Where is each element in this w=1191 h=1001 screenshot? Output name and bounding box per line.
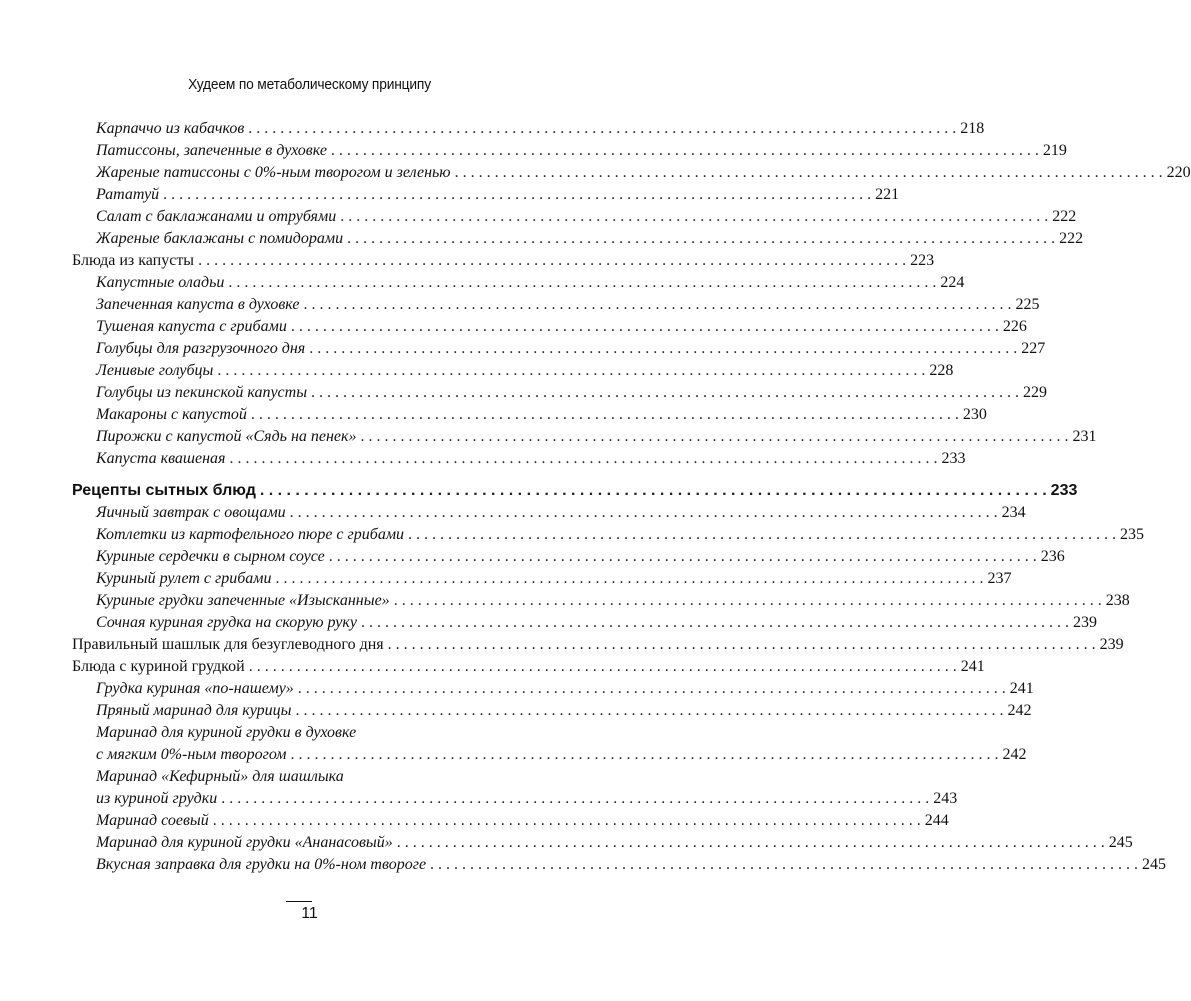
toc-entry-page: 230 xyxy=(962,406,987,423)
toc-entry-page: 245 xyxy=(1142,856,1167,873)
toc-entry-title: Сочная куриная грудка на скорую руку xyxy=(96,614,357,631)
toc-entry-title: Пряный маринад для курицы xyxy=(96,702,292,719)
toc-entry-page: 243 xyxy=(933,790,958,807)
toc-entry-page: 228 xyxy=(929,362,954,379)
toc-entry-title: Жареные баклажаны с помидорами xyxy=(96,230,344,247)
toc-entry-page: 239 xyxy=(1099,636,1124,653)
toc-entry[interactable] xyxy=(72,205,1077,227)
toc-entry-page: 219 xyxy=(1042,142,1067,159)
dot-leader xyxy=(408,525,1116,545)
toc-entry[interactable] xyxy=(72,117,985,139)
dot-leader xyxy=(331,141,1039,161)
toc-entry-page: 229 xyxy=(1023,384,1048,401)
table-of-contents xyxy=(72,117,1191,875)
toc-entry[interactable] xyxy=(72,831,1133,853)
dot-leader xyxy=(340,207,1048,227)
dot-leader xyxy=(213,811,921,831)
toc-entry-title: Патиссоны, запеченные в духовке xyxy=(96,142,327,159)
toc-entry-title: Запеченная капуста в духовке xyxy=(96,296,300,313)
toc-entry-title: Рецепты сытных блюд xyxy=(72,482,256,499)
dot-leader xyxy=(303,295,1011,315)
toc-entry[interactable] xyxy=(72,633,1124,655)
toc-entry[interactable] xyxy=(72,567,1012,589)
toc-entry-title: Рататуй xyxy=(96,186,160,203)
toc-entry[interactable] xyxy=(72,161,1191,183)
toc-entry-page: 242 xyxy=(1007,702,1032,719)
dot-leader xyxy=(251,405,959,425)
toc-entry-title: Тушеная капуста с грибами xyxy=(96,318,287,335)
toc-entry[interactable] xyxy=(72,381,1048,403)
toc-entry-title: Котлетки из картофельного пюре с грибами xyxy=(96,526,405,543)
toc-entry[interactable] xyxy=(72,425,1097,447)
toc-entry-title: Маринад соевый xyxy=(96,812,209,829)
toc-entry-page: 221 xyxy=(875,186,900,203)
page-number: 11 xyxy=(301,905,318,922)
toc-entry[interactable] xyxy=(72,249,935,271)
toc-entry[interactable] xyxy=(72,853,1167,875)
toc-entry-title: Макароны с капустой xyxy=(96,406,247,423)
toc-entry-title: Яичный завтрак с овощами xyxy=(96,504,286,521)
toc-entry-page: 233 xyxy=(941,450,966,467)
running-head: Худеем по метаболическому принципу xyxy=(188,76,431,93)
toc-entry[interactable] xyxy=(72,721,514,743)
dot-leader xyxy=(361,427,1069,447)
toc-entry-page: 242 xyxy=(1002,746,1027,763)
toc-entry-page: 237 xyxy=(987,570,1012,587)
toc-entry-page: 235 xyxy=(1120,526,1145,543)
dot-leader xyxy=(291,317,999,337)
toc-entry-title: Блюда с куриной грудкой xyxy=(72,658,245,675)
toc-entry[interactable] xyxy=(72,655,985,677)
toc-entry-title: Маринад «Кефирный» для шашлыка xyxy=(96,768,344,785)
toc-entry[interactable] xyxy=(72,139,1067,161)
dot-leader xyxy=(275,569,983,589)
toc-entry-page: 224 xyxy=(940,274,965,291)
toc-entry-page: 223 xyxy=(910,252,935,269)
toc-entry[interactable] xyxy=(72,359,954,381)
dot-leader xyxy=(198,251,906,271)
toc-entry-page: 225 xyxy=(1015,296,1040,313)
toc-entry[interactable] xyxy=(72,315,1027,337)
toc-entry-title: Маринад для куриной грудки в духовке xyxy=(96,724,357,741)
dot-leader xyxy=(229,449,937,469)
dot-leader xyxy=(163,185,871,205)
toc-entry-page: 226 xyxy=(1002,318,1027,335)
toc-entry[interactable] xyxy=(72,403,987,425)
toc-entry-page: 222 xyxy=(1059,230,1084,247)
toc-entry-title: Ленивые голубцы xyxy=(96,362,214,379)
toc-entry-title: Куриный рулет с грибами xyxy=(96,570,272,587)
dot-leader xyxy=(397,833,1105,853)
toc-entry[interactable] xyxy=(72,743,1027,765)
toc-entry-title: Правильный шашлык для безуглеводного дня xyxy=(72,636,384,653)
toc-entry[interactable] xyxy=(72,699,1032,721)
dot-leader xyxy=(347,229,1055,249)
toc-entry-page: 234 xyxy=(1001,504,1026,521)
dot-leader xyxy=(311,383,1019,403)
toc-entry-page: 236 xyxy=(1040,548,1065,565)
toc-entry[interactable] xyxy=(72,765,514,787)
dot-leader xyxy=(455,163,1163,183)
toc-entry-page: 241 xyxy=(1009,680,1034,697)
toc-entry[interactable] xyxy=(72,227,1084,249)
toc-entry-page: 245 xyxy=(1108,834,1133,851)
toc-entry[interactable] xyxy=(72,809,949,831)
dot-leader xyxy=(298,679,1006,699)
dot-leader xyxy=(290,503,998,523)
toc-entry-title: Маринад для куриной грудки «Ананасовый» xyxy=(96,834,393,851)
dot-leader xyxy=(228,273,936,293)
toc-entry-title: Пирожки с капустой «Сядь на пенек» xyxy=(96,428,357,445)
toc-entry-title: из куриной грудки xyxy=(96,790,218,807)
toc-entry[interactable] xyxy=(72,271,965,293)
footer-rule xyxy=(286,901,312,902)
dot-leader xyxy=(296,701,1004,721)
toc-section-heading[interactable] xyxy=(72,479,1078,501)
toc-entry-page: 218 xyxy=(960,120,985,137)
toc-entry-page: 220 xyxy=(1166,164,1191,181)
toc-entry[interactable] xyxy=(72,447,966,469)
toc-entry-page: 231 xyxy=(1072,428,1097,445)
toc-entry-title: Грудка куриная «по-нашему» xyxy=(96,680,294,697)
toc-entry-title: Голубцы для разгрузочного дня xyxy=(96,340,306,357)
toc-entry[interactable] xyxy=(72,293,1040,315)
toc-entry[interactable] xyxy=(72,545,1065,567)
toc-entry-title: Куриные грудки запеченные «Изысканные» xyxy=(96,592,390,609)
dot-leader xyxy=(249,657,957,677)
toc-entry[interactable] xyxy=(72,183,900,205)
toc-entry-page: 233 xyxy=(1050,482,1078,499)
dot-leader xyxy=(217,361,925,381)
toc-entry-title: Блюда из капусты xyxy=(72,252,195,269)
dot-leader xyxy=(430,855,1138,875)
dot-leader xyxy=(248,119,956,139)
toc-entry-page: 241 xyxy=(960,658,985,675)
toc-entry-title: Куриные сердечки в сырном соусе xyxy=(96,548,325,565)
dot-leader xyxy=(290,745,998,765)
toc-entry[interactable] xyxy=(72,677,1034,699)
toc-entry-title: Капустные оладьи xyxy=(96,274,225,291)
toc-entry[interactable] xyxy=(72,611,1097,633)
dot-leader xyxy=(260,481,1047,501)
dot-leader xyxy=(388,635,1096,655)
dot-leader xyxy=(394,591,1102,611)
toc-entry-page: 244 xyxy=(924,812,949,829)
toc-entry-page: 222 xyxy=(1052,208,1077,225)
toc-entry-title: Карпаччо из кабачков xyxy=(96,120,245,137)
toc-entry-page: 238 xyxy=(1105,592,1130,609)
toc-entry-title: Салат с баклажанами и отрубями xyxy=(96,208,337,225)
dot-leader xyxy=(361,613,1069,633)
toc-entry-title: Голубцы из пекинской капусты xyxy=(96,384,308,401)
toc-entry-title: с мягким 0%-ным творогом xyxy=(96,746,287,763)
dot-leader xyxy=(309,339,1017,359)
toc-entry[interactable] xyxy=(72,337,1046,359)
toc-entry-title: Капуста квашеная xyxy=(96,450,226,467)
toc-entry[interactable] xyxy=(72,523,1145,545)
toc-entry[interactable] xyxy=(72,787,958,809)
toc-entry-title: Жареные патиссоны с 0%-ным творогом и зеленью xyxy=(96,164,451,181)
toc-entry-page: 227 xyxy=(1021,340,1046,357)
dot-leader xyxy=(329,547,1037,567)
dot-leader xyxy=(221,789,929,809)
toc-entry[interactable] xyxy=(72,589,1130,611)
toc-entry-page: 239 xyxy=(1072,614,1097,631)
toc-entry[interactable] xyxy=(72,501,1026,523)
toc-entry-title: Вкусная заправка для грудки на 0%-ном твороге xyxy=(96,856,427,873)
